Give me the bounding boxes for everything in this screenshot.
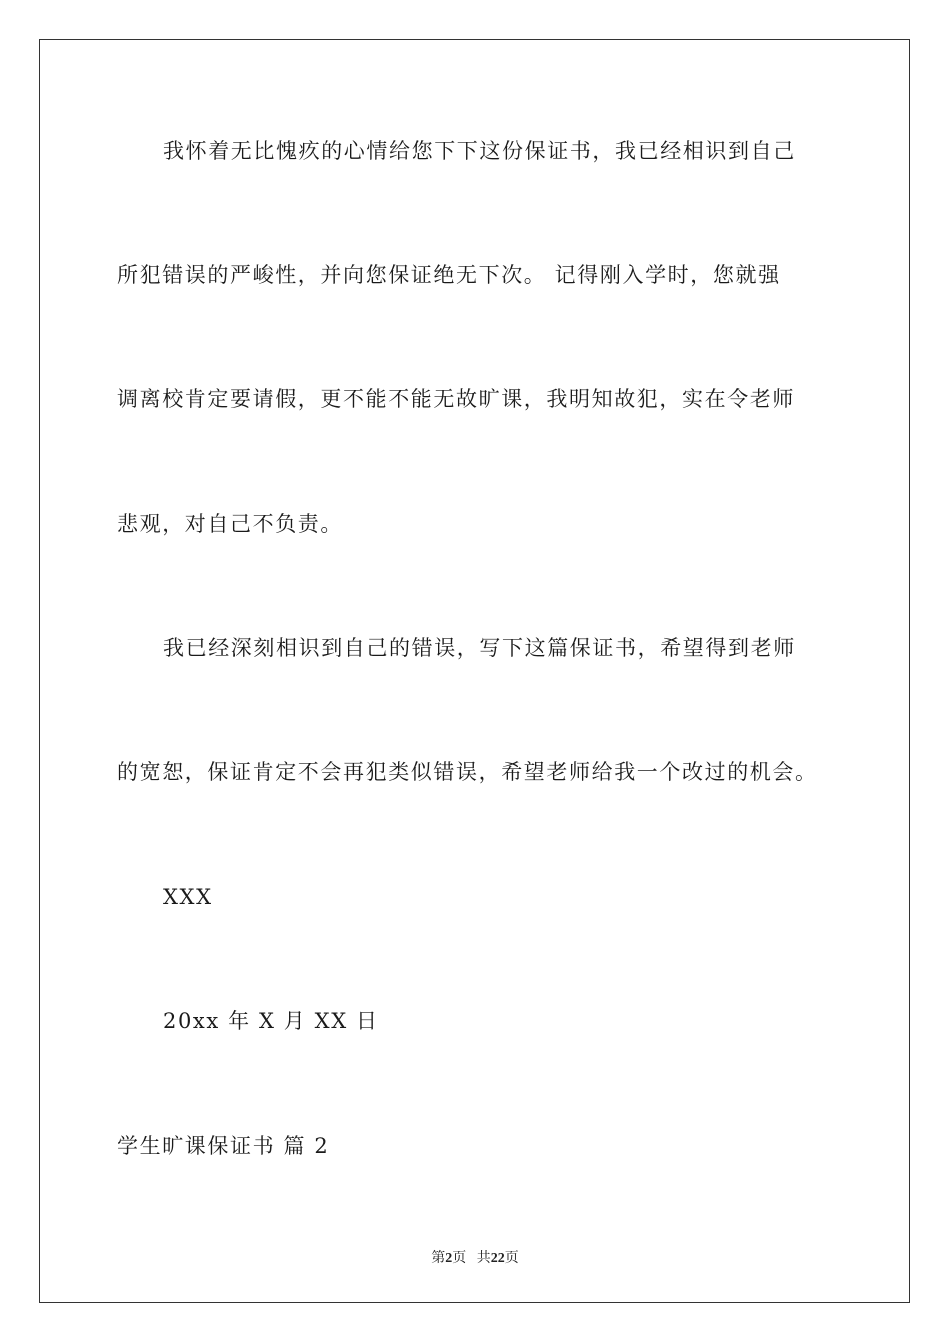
paragraph-1-line-3: 调离校肯定要请假，更不能不能无故旷课，我明知故犯，实在令老师 (117, 387, 795, 411)
footer-total-prefix: 共 (476, 1251, 491, 1266)
paragraph-1-line-2: 所犯错误的严峻性，并向您保证绝无下次。 记得刚入学时，您就强 (117, 263, 781, 287)
paragraph-2-line-1: 我已经深刻相识到自己的错误，写下这篇保证书，希望得到老师 (163, 636, 796, 660)
page-footer (0, 1247, 950, 1267)
footer-page-number: 2 (445, 1251, 453, 1266)
page-border (39, 39, 910, 1303)
paragraph-1-line-1: 我怀着无比愧疚的心情给您下下这份保证书，我已经相识到自己 (163, 139, 796, 163)
paragraph-2-line-2: 的宽恕，保证肯定不会再犯类似错误，希望老师给我一个改过的机会。 (117, 760, 818, 784)
footer-total-pages: 22 (490, 1251, 505, 1266)
signature-date: 20xx 年 X 月 XX 日 (163, 1009, 379, 1033)
footer-page-suffix: 页 (452, 1251, 467, 1266)
footer-page-prefix: 第 (431, 1251, 446, 1266)
signature-name: XXX (163, 885, 213, 909)
footer-total-suffix: 页 (504, 1251, 519, 1266)
section-heading: 学生旷课保证书 篇 2 (117, 1134, 330, 1158)
paragraph-1-line-4: 悲观，对自己不负责。 (117, 512, 343, 536)
